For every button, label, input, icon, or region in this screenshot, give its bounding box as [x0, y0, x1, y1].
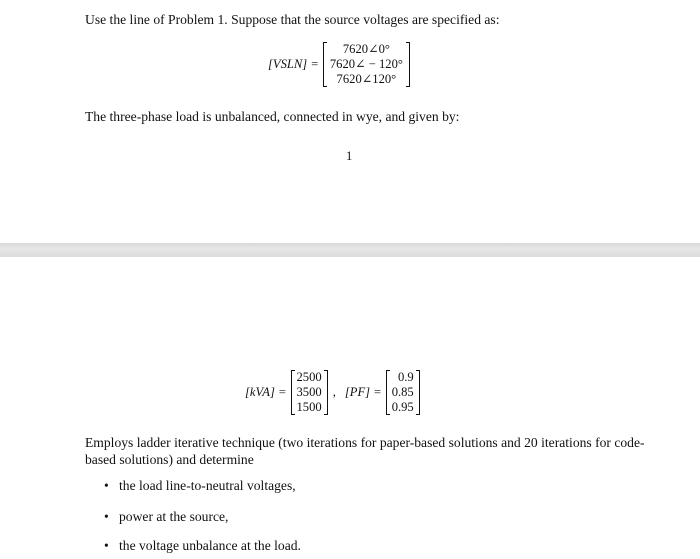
kva-entry: 3500: [296, 385, 322, 399]
bullet-icon: •: [104, 538, 109, 553]
kva-entry: 1500: [296, 400, 322, 414]
pf-matrix: [386, 370, 420, 415]
vs-entry: 7620∠0°: [342, 42, 390, 56]
vs-entry: 7620∠ − 120°: [329, 57, 403, 71]
vs-matrix: [323, 42, 410, 87]
list-item: [104, 538, 301, 554]
pf-entry: 0.9: [397, 370, 414, 384]
list-item: [104, 478, 296, 494]
list-item-text: power at the source,: [119, 509, 229, 524]
list-item: [104, 509, 228, 525]
vs-entry: 7620∠120°: [336, 72, 397, 86]
vs-label: [VSLN] =: [268, 57, 319, 71]
source-voltage-equation: [268, 42, 410, 87]
bullet-icon: •: [104, 509, 109, 524]
matrix-separator: ,: [332, 385, 336, 399]
bullet-icon: •: [104, 478, 109, 493]
pf-entry: 0.95: [391, 400, 414, 414]
load-parameters-equation: [245, 370, 420, 415]
list-item-text: the voltage unbalance at the load.: [119, 538, 301, 553]
intro-text: Use the line of Problem 1. Suppose that the source voltages are specified as:: [85, 12, 500, 27]
page-number: 1: [346, 149, 353, 163]
kva-entry: 2500: [296, 370, 322, 384]
instructions-text: Employs ladder iterative technique (two iterations for paper-based solutions and 20 iterations for code-based solutions) and determine: [85, 435, 645, 467]
load-description: The three-phase load is unbalanced, connected in wye, and given by:: [85, 109, 460, 124]
page-gap: [0, 243, 700, 257]
kva-label: [kVA] =: [245, 385, 287, 399]
pf-entry: 0.85: [391, 385, 414, 399]
kva-matrix: [291, 370, 328, 415]
pf-label: [PF] =: [344, 385, 382, 399]
list-item-text: the load line-to-neutral voltages,: [119, 478, 296, 493]
